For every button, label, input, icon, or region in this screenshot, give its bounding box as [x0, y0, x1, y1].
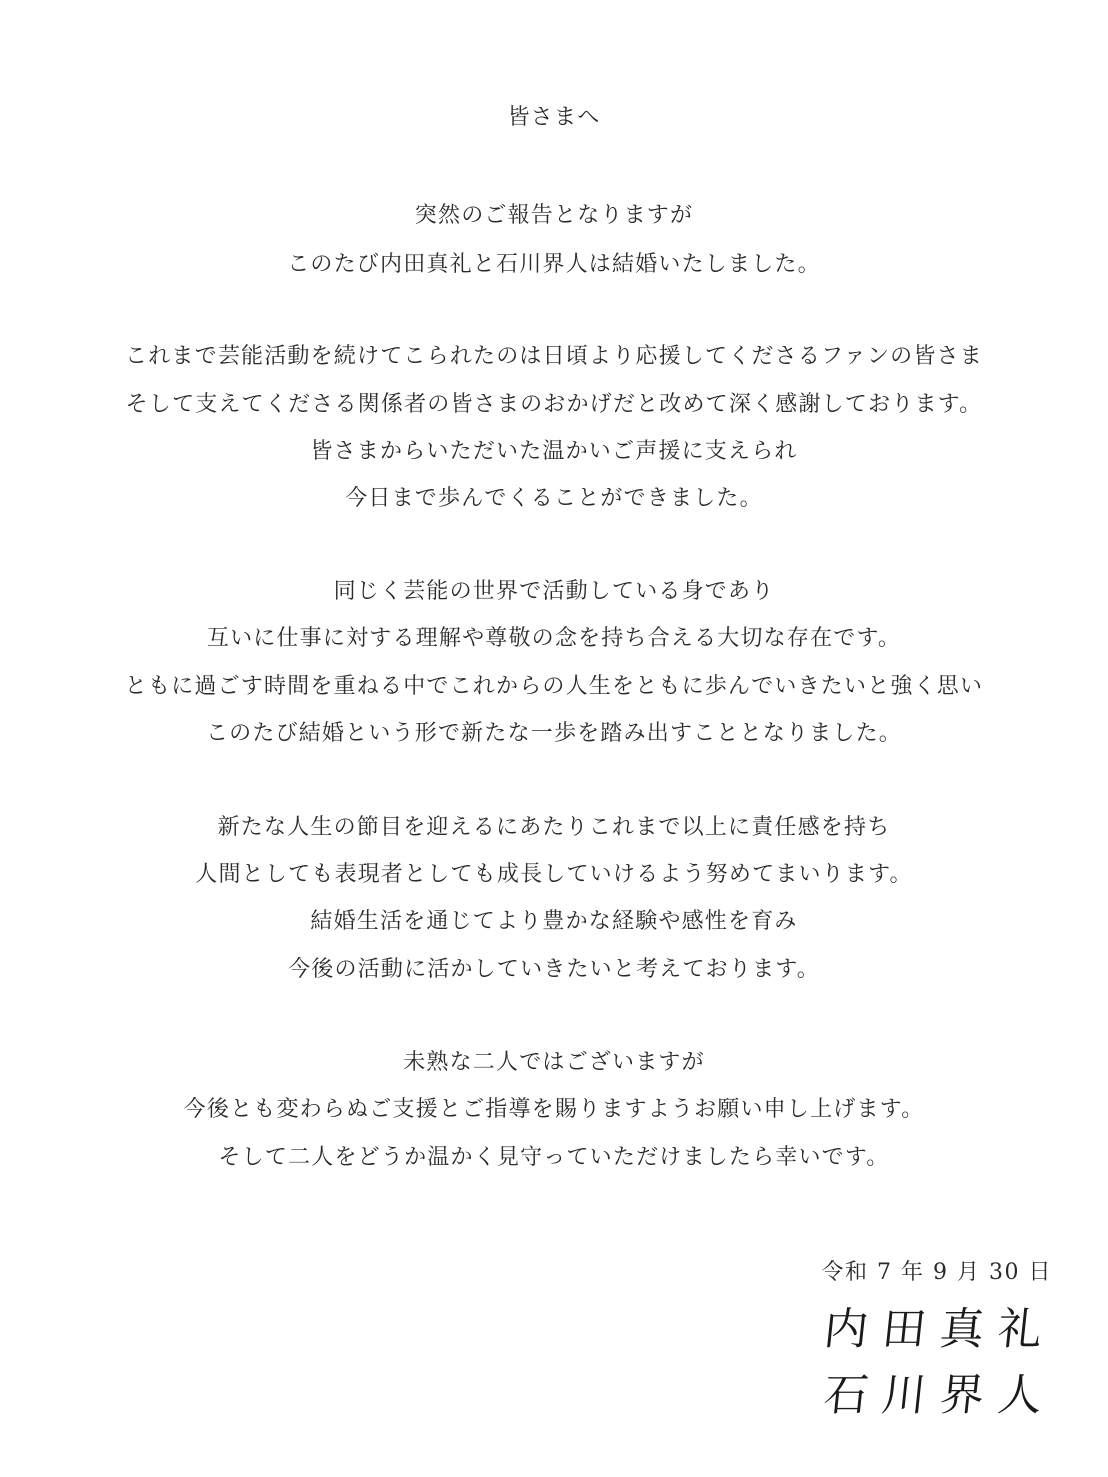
paragraph-1-line-2: このたび内田真礼と石川界人は結婚いたしました。 — [287, 252, 821, 277]
paragraph-5-line-2: 今後とも変わらぬご支援とご指導を賜りますようお願い申し上げます。 — [183, 1097, 925, 1122]
paragraph-2-line-3: 皆さまからいただいた温かいご声援に支えられ — [310, 439, 798, 464]
paragraph-4-line-1: 新たな人生の節目を迎えるにあたりこれまで以上に責任感を持ち — [217, 815, 891, 840]
paragraph-4-line-3: 結婚生活を通じてより豊かな経験や感性を育み — [310, 909, 798, 934]
paragraph-3-line-2: 互いに仕事に対する理解や尊敬の念を持ち合える大切な存在です。 — [206, 626, 902, 651]
signature-ishikawa-kaito: 石川界人 — [821, 1370, 1059, 1421]
paragraph-5-line-1: 未熟な二人ではございますが — [403, 1050, 705, 1075]
paragraph-2-line-1: これまで芸能活動を続けてこられたのは日頃より応援してくださるファンの皆さま — [125, 344, 983, 369]
paragraph-5-line-3: そして二人をどうか温かく見守っていただけましたら幸いです。 — [218, 1145, 890, 1170]
paragraph-1-line-1: 突然のご報告となりますが — [414, 203, 694, 228]
paragraph-4-line-2: 人間としても表現者としても成長していけるよう努めてまいります。 — [195, 862, 913, 887]
greeting: 皆さまへ — [507, 105, 601, 130]
paragraph-4-line-4: 今後の活動に活かしていきたいと考えております。 — [288, 957, 820, 982]
paragraph-2-line-4: 今日まで歩んでくることができました。 — [345, 486, 763, 511]
paragraph-3-line-4: このたび結婚という形で新たな一歩を踏み出すこととなりました。 — [205, 721, 902, 746]
letter-date: 令和 7 年 9 月 30 日 — [821, 1260, 1052, 1285]
paragraph-2-line-2: そして支えてくださる関係者の皆さまのおかげだと改めて深く感謝しております。 — [125, 392, 983, 417]
signature-uchida-maaya: 内田真礼 — [821, 1304, 1059, 1355]
paragraph-3-line-3: ともに過ごす時間を重ねる中でこれからの人生をともに歩んでいきたいと強く思い — [124, 674, 984, 699]
paragraph-3-line-1: 同じく芸能の世界で活動している身であり — [333, 579, 775, 604]
